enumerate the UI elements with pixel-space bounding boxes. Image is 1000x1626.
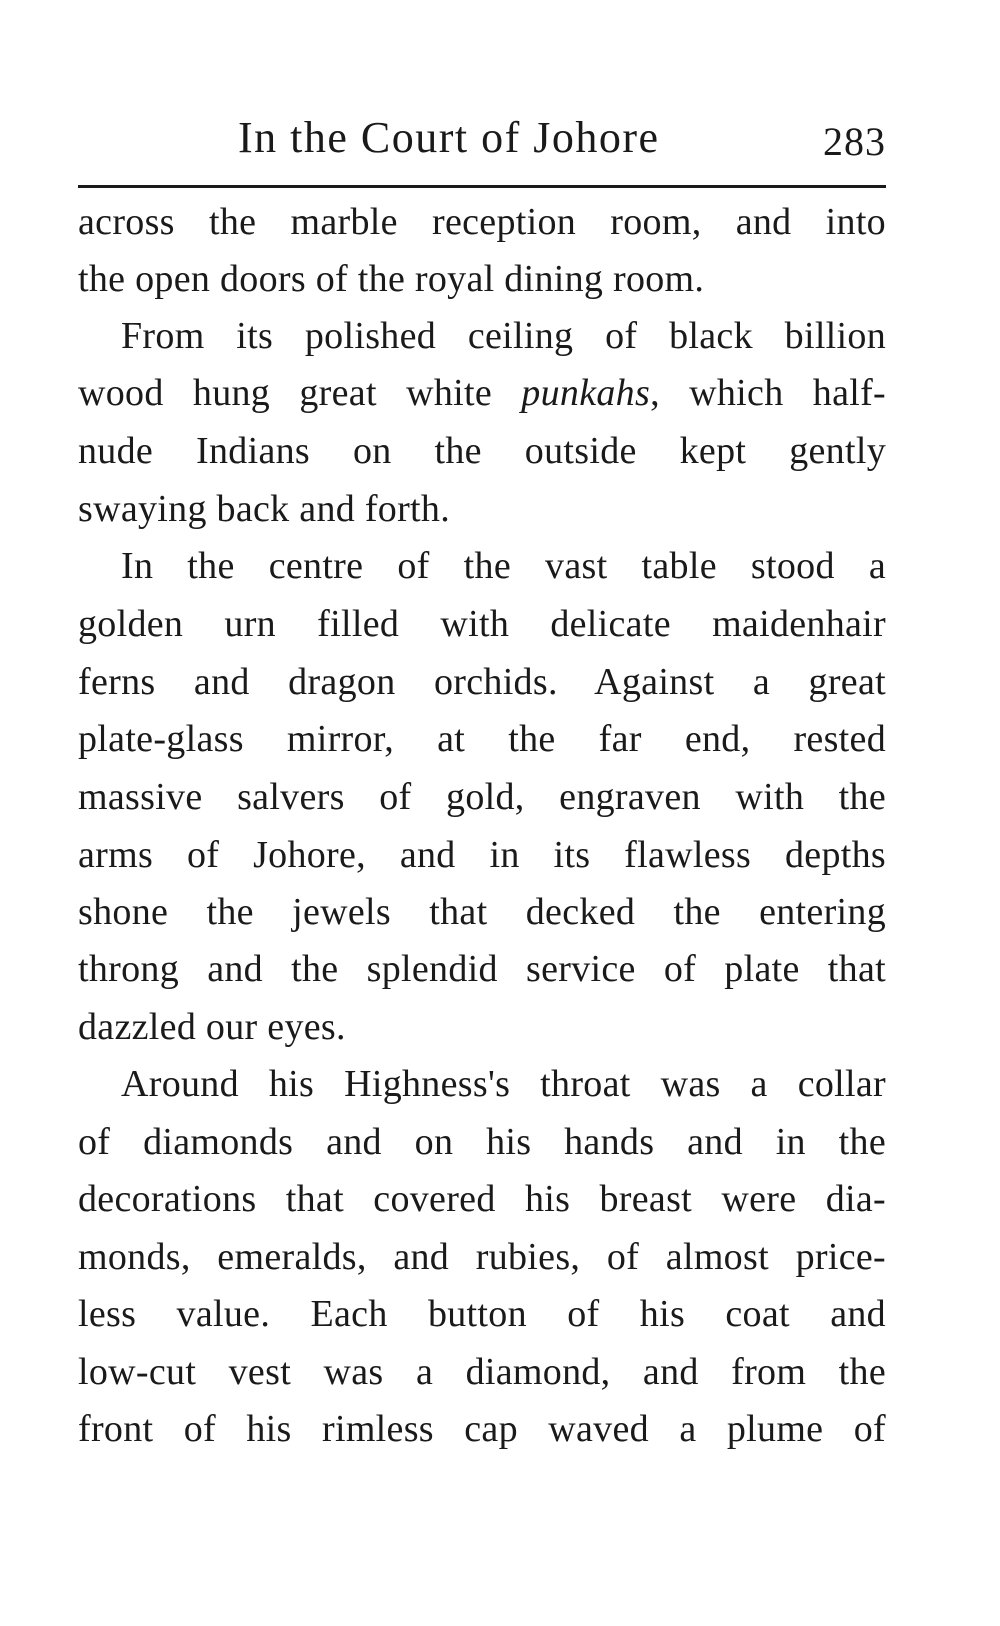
text-line-19: monds, emeralds, and rubies, of almost price-	[78, 1236, 886, 1278]
text-line-3: From its polished ceiling of black billion	[121, 315, 886, 357]
text-line-1: across the marble reception room, and into	[78, 201, 886, 243]
page-number: 283	[823, 119, 886, 164]
text-line-13: shone the jewels that decked the entering	[78, 891, 886, 933]
text-line-8: golden urn filled with delicate maidenhair	[78, 603, 886, 645]
text-line-10: plate-glass mirror, at the far end, rested	[78, 718, 886, 760]
running-head	[78, 112, 886, 172]
text-line-22: front of his rimless cap waved a plume of	[78, 1408, 886, 1450]
text-line-18: decorations that covered his breast were dia-	[78, 1178, 886, 1220]
text-line-6: swaying back and forth.	[78, 488, 451, 530]
text-line-7: In the centre of the vast table stood a	[121, 545, 886, 587]
text-line-9: ferns and dragon orchids. Against a great	[78, 661, 886, 703]
text-line-5: nude Indians on the outside kept gently	[78, 430, 886, 472]
text-line-15: dazzled our eyes.	[78, 1006, 346, 1048]
running-title: In the Court of Johore	[238, 113, 660, 162]
text-line-21: low-cut vest was a diamond, and from the	[78, 1351, 886, 1393]
header-rule	[78, 185, 886, 188]
text-line-11: massive salvers of gold, engraven with the	[78, 776, 886, 818]
text-line-20: less value. Each button of his coat and	[78, 1293, 886, 1335]
text-line-17: of diamonds and on his hands and in the	[78, 1121, 886, 1163]
text-line-12: arms of Johore, and in its flawless depths	[78, 834, 886, 876]
italic-word-punkahs: punkahs	[521, 372, 651, 414]
text-line-16: Around his Highness's throat was a collar	[121, 1063, 886, 1105]
text-line-4-before: wood hung great white	[78, 372, 522, 414]
text-line-2: the open doors of the royal dining room.	[78, 258, 705, 300]
text-line-4-after: , which half-	[650, 372, 886, 414]
text-line-14: throng and the splendid service of plate that	[78, 948, 886, 990]
text-line-4	[78, 365, 886, 421]
